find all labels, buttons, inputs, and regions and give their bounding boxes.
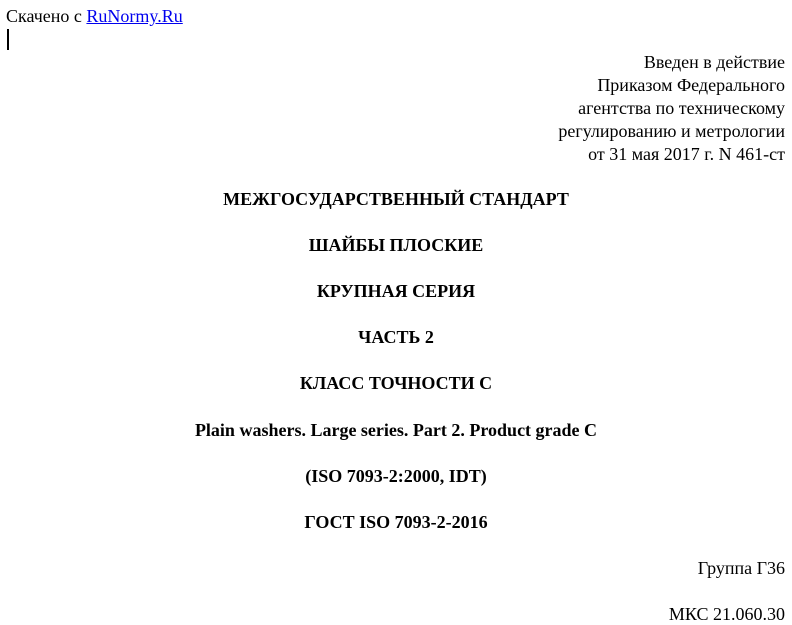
iso-reference: (ISO 7093-2:2000, IDT) — [305, 466, 487, 486]
enactment-line: агентства по техническому — [578, 98, 785, 118]
source-prefix: Скачено с — [6, 6, 87, 26]
english-title: Plain washers. Large series. Part 2. Product grade C — [194, 420, 598, 440]
enactment-line: от 31 мая 2017 г. N 461-ст — [588, 144, 785, 164]
source-line — [6, 5, 183, 27]
text-cursor — [7, 29, 9, 50]
grade-heading: КЛАСС ТОЧНОСТИ C — [299, 373, 493, 393]
enactment-block — [558, 51, 785, 166]
standard-designation: ГОСТ ISO 7093-2-2016 — [304, 512, 488, 532]
series-heading: КРУПНАЯ СЕРИЯ — [316, 281, 476, 301]
group-code: Группа Г36 — [697, 558, 785, 578]
part-heading: ЧАСТЬ 2 — [358, 327, 434, 347]
enactment-line: регулированию и метрологии — [558, 121, 785, 141]
mks-code: МКС 21.060.30 — [668, 604, 785, 624]
standard-type-heading: МЕЖГОСУДАРСТВЕННЫЙ СТАНДАРТ — [223, 189, 569, 209]
enactment-line: Введен в действие — [643, 52, 785, 72]
source-link[interactable]: RuNormy.Ru — [86, 6, 183, 26]
document-title: ШАЙБЫ ПЛОСКИЕ — [308, 235, 484, 255]
enactment-line: Приказом Федерального — [597, 75, 785, 95]
